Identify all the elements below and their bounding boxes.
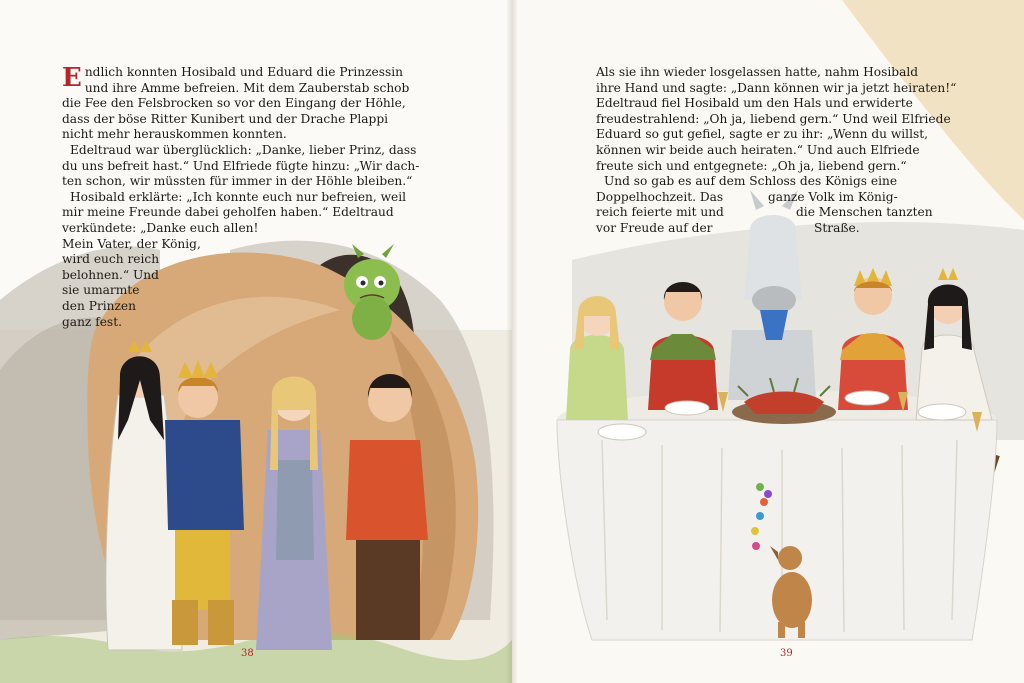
text-fragment: reich feierte mit und: [596, 205, 724, 220]
text-line: Edeltraud war überglücklich: „Danke, lieber Prinz, dass: [70, 142, 417, 157]
text-fragment: vor Freude auf der: [596, 220, 713, 235]
text-line: freute sich und entgegnete: „Oh ja, liebend gern.“: [596, 158, 907, 173]
left-paragraph-2: [62, 143, 442, 190]
text-line-split: [596, 190, 996, 206]
left-paragraph-3: [62, 190, 442, 330]
text-line: ganz fest.: [62, 314, 122, 329]
page-number-left: 38: [241, 648, 254, 659]
text-line-split: [596, 221, 996, 237]
text-line: die Fee den Felsbrocken so vor den Eingang der Höhle,: [62, 96, 406, 111]
text-line: und ihre Amme befreien. Mit dem Zauberstab schob: [84, 80, 410, 95]
page-number-right: 39: [780, 648, 793, 659]
plate: [665, 401, 709, 415]
text-line: Eduard so gut gefiel, sagte er zu ihr: „Wenn du willst,: [596, 127, 928, 142]
text-line: können wir beide auch heiraten.“ Und auch Elfriede: [596, 142, 920, 157]
left-paragraph-1: [62, 65, 442, 143]
text-fragment: Straße.: [814, 220, 860, 235]
text-line: den Prinzen: [62, 298, 136, 313]
text-fragment: die Menschen tanzten: [796, 205, 933, 220]
drop-cap: E: [62, 63, 82, 93]
text-line: belohnen.“ Und: [62, 267, 159, 282]
text-line: ihre Hand und sagte: „Dann können wir ja jetzt heiraten!“: [596, 80, 957, 95]
right-paragraph-2: [596, 174, 996, 236]
text-line: Und so gab es auf dem Schloss des Königs eine: [604, 174, 898, 189]
text-line: Mein Vater, der König,: [62, 236, 201, 251]
right-page: [512, 0, 1024, 683]
plate: [918, 404, 966, 420]
text-line: ndlich konnten Hosibald und Eduard die Prinzessin: [84, 65, 403, 79]
left-text-block: [62, 65, 442, 330]
text-line-split: [596, 205, 996, 221]
plate: [845, 391, 889, 405]
book-gutter: [506, 0, 518, 683]
text-line: verkündete: „Danke euch allen!: [62, 220, 259, 235]
text-line: mir meine Freunde dabei geholfen haben.“ Edeltraud: [62, 205, 394, 220]
text-line: ten schon, wir müssten für immer in der Höhle bleiben.“: [62, 174, 413, 189]
text-line: Als sie ihn wieder losgelassen hatte, nahm Hosibald: [596, 65, 919, 79]
text-line: dass der böse Ritter Kunibert und der Drache Plappi: [62, 111, 389, 126]
text-line: Hosibald erklärte: „Ich konnte euch nur befreien, weil: [70, 189, 407, 204]
text-line: sie umarmte: [62, 283, 140, 298]
text-line: du uns befreit hast.“ Und Elfriede fügte hinzu: „Wir dach-: [62, 158, 420, 173]
right-paragraph-1: [596, 65, 996, 174]
text-fragment: Doppelhochzeit. Das: [596, 189, 724, 204]
text-line: wird euch reich: [62, 252, 160, 267]
text-fragment: ganze Volk im König-: [768, 189, 898, 204]
text-line: Edeltraud fiel Hosibald um den Hals und erwiderte: [596, 96, 913, 111]
text-line: nicht mehr herauskommen konnten.: [62, 127, 287, 142]
right-text-block: [596, 65, 996, 237]
text-line: freudestrahlend: „Oh ja, liebend gern.“ Und weil Elfriede: [596, 111, 951, 126]
plate: [598, 424, 646, 440]
